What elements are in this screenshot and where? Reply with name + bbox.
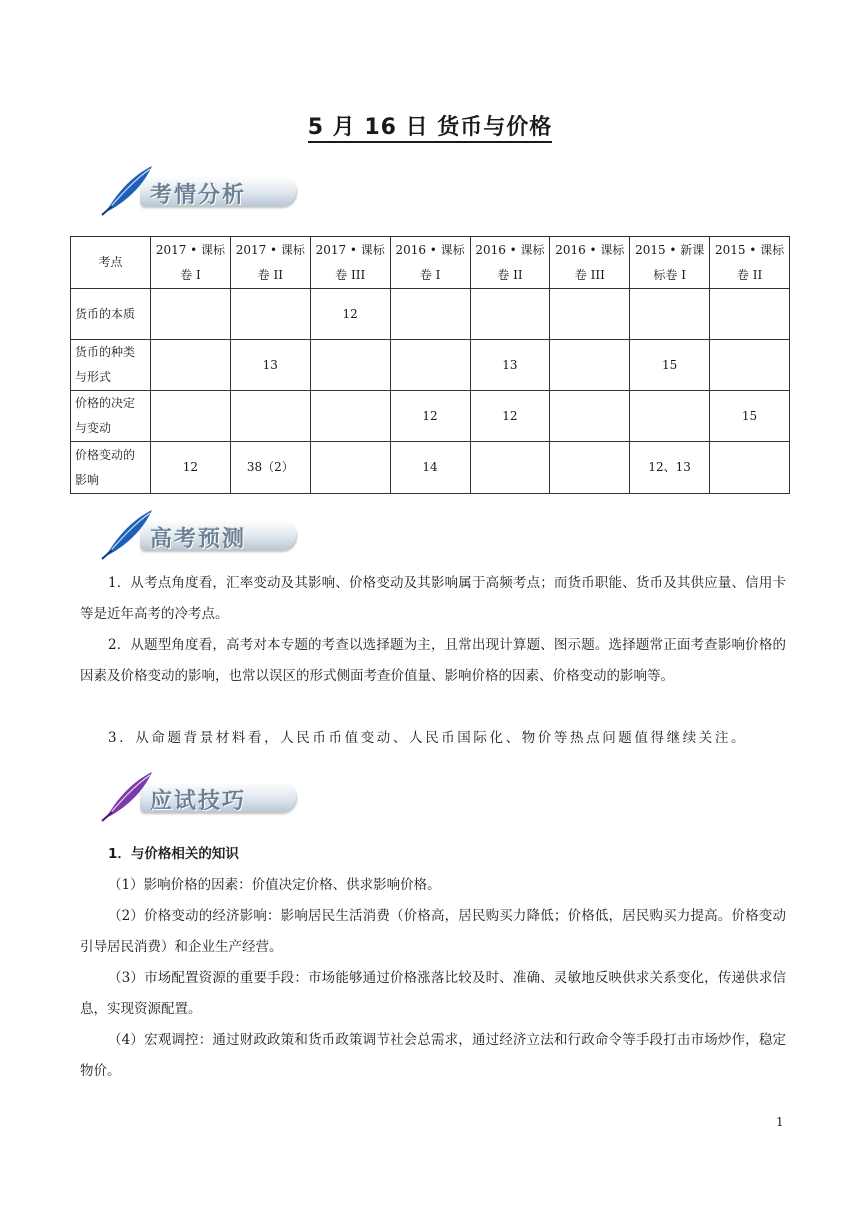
- table-cell: 14: [390, 442, 470, 494]
- table-header: 考点: [71, 237, 151, 289]
- table-cell: [230, 391, 310, 442]
- page-number: 1: [776, 1115, 784, 1129]
- table-row: [71, 340, 790, 391]
- table-cell: 12: [470, 391, 550, 442]
- table-cell: [630, 289, 710, 340]
- table-row: [71, 442, 790, 494]
- table-row: [71, 391, 790, 442]
- tips-item-1: （1）影响价格的因素：价值决定价格、供求影响价格。: [108, 877, 441, 893]
- exam-frequency-table: [70, 236, 790, 494]
- section-banner-analysis: [100, 164, 300, 216]
- table-cell: [550, 442, 630, 494]
- table-cell: 13: [230, 340, 310, 391]
- section-banner-tips: [100, 770, 300, 822]
- banner-title: 应试技巧: [150, 789, 247, 814]
- table-cell: 12: [390, 391, 470, 442]
- forecast-point-3: 3．从命题背景材料看，人民币币值变动、人民币国际化、物价等热点问题值得继续关注。: [108, 730, 748, 746]
- table-cell: 12、13: [630, 442, 710, 494]
- table-cell: [550, 289, 630, 340]
- table-cell: [390, 289, 470, 340]
- table-cell: [151, 391, 231, 442]
- table-cell: 12: [310, 289, 390, 340]
- table-header: 2017 • 课标卷 III: [310, 237, 390, 289]
- tips-heading: 1．与价格相关的知识: [108, 846, 239, 862]
- table-cell: [310, 340, 390, 391]
- page-title: 5 月 16 日 货币与价格: [0, 110, 860, 141]
- tips-item-3: （3）市场配置资源的重要手段：市场能够通过价格涨落比较及时、准确、灵敏地反映供求关系变化，传递供求信息，实现资源配置。: [80, 970, 786, 1017]
- table-cell: 货币的本质: [71, 289, 151, 340]
- table-header: 2017 • 课标卷 I: [151, 237, 231, 289]
- table-cell: [630, 391, 710, 442]
- table-header: 2017 • 课标卷 II: [230, 237, 310, 289]
- table-header: 2015 • 新课标卷 I: [630, 237, 710, 289]
- table-cell: [550, 340, 630, 391]
- table-cell: [390, 340, 470, 391]
- table-cell: [310, 442, 390, 494]
- table-header: 2016 • 课标卷 II: [470, 237, 550, 289]
- table-cell: 价格的决定与变动: [71, 391, 151, 442]
- table-cell: 15: [710, 391, 790, 442]
- table-header: 2016 • 课标卷 III: [550, 237, 630, 289]
- tips-item-2: （2）价格变动的经济影响：影响居民生活消费（价格高，居民购买力降低；价格低，居民购买力提高。价格变动引导居民消费）和企业生产经营。: [80, 908, 786, 955]
- quill-feather-icon: [100, 770, 156, 822]
- table-cell: [710, 289, 790, 340]
- forecast-point-1: 1．从考点角度看，汇率变动及其影响、价格变动及其影响属于高频考点；而货币职能、货币及其供应量、信用卡等是近年高考的冷考点。: [80, 575, 786, 622]
- section-banner-forecast: [100, 508, 300, 560]
- table-cell: 12: [151, 442, 231, 494]
- quill-feather-icon: [100, 508, 156, 560]
- table-cell: [151, 340, 231, 391]
- banner-title: 高考预测: [150, 527, 247, 552]
- table-cell: 13: [470, 340, 550, 391]
- table-cell: 货币的种类与形式: [71, 340, 151, 391]
- table-cell: [310, 391, 390, 442]
- quill-feather-icon: [100, 164, 156, 216]
- table-cell: [230, 289, 310, 340]
- table-cell: [710, 442, 790, 494]
- table-cell: 38（2）: [230, 442, 310, 494]
- table-cell: [710, 340, 790, 391]
- table-cell: [550, 391, 630, 442]
- tips-item-4: （4）宏观调控：通过财政政策和货币政策调节社会总需求，通过经济立法和行政命令等手段打击市场炒作，稳定物价。: [80, 1032, 786, 1079]
- table-cell: 15: [630, 340, 710, 391]
- table-header: 2015 • 课标卷 II: [710, 237, 790, 289]
- table-cell: [470, 442, 550, 494]
- table-cell: 价格变动的影响: [71, 442, 151, 494]
- forecast-point-2: 2．从题型角度看，高考对本专题的考查以选择题为主，且常出现计算题、图示题。选择题常正面考查影响价格的因素及价格变动的影响，也常以误区的形式侧面考查价值量、影响价格的因素、价格变动的影响等。: [80, 637, 786, 684]
- table-cell: [151, 289, 231, 340]
- table-header: 2016 • 课标卷 I: [390, 237, 470, 289]
- table-cell: [470, 289, 550, 340]
- table-row: [71, 289, 790, 340]
- banner-title: 考情分析: [150, 183, 247, 208]
- table-header-row: [71, 237, 790, 289]
